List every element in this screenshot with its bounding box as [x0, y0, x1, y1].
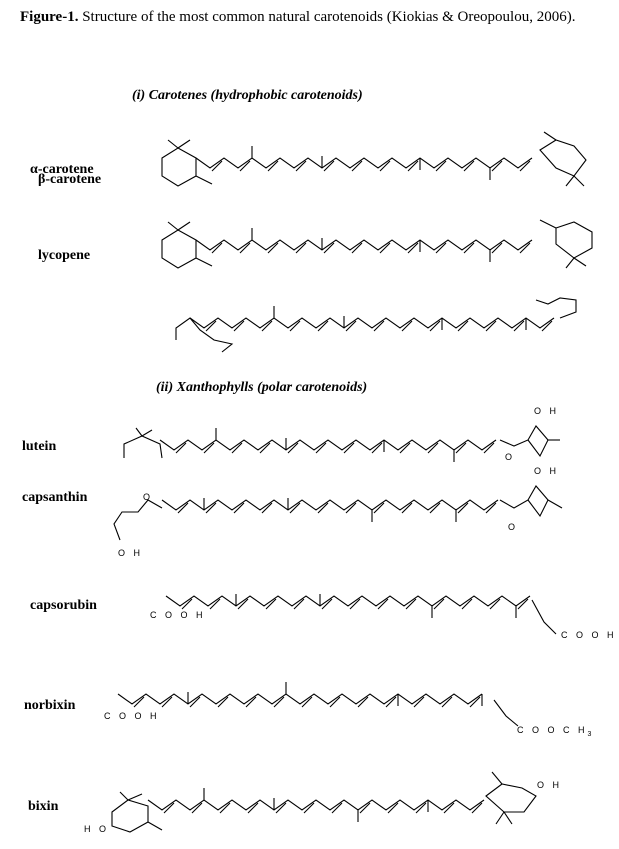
norbixin-label: norbixin [24, 698, 76, 713]
capsorubin-cooh-left-label: C O O H [150, 610, 206, 620]
capsanthin-o-left-label: O [143, 492, 154, 502]
alpha-carotene-label: α-carotene [30, 162, 94, 177]
lycopene-structure [176, 298, 576, 352]
carotenes-heading: (i) Carotenes (hydrophobic carotenoids) [132, 88, 363, 103]
capsanthin-o-right-label: O [508, 522, 519, 532]
capsanthin-label: capsanthin [22, 490, 88, 505]
norbixin-coooch3-label: C O O C $H_3$ [517, 725, 595, 738]
capsanthin-oh-label: O H [534, 466, 560, 476]
capsanthin-structure [114, 486, 562, 540]
bixin-structure [112, 772, 536, 832]
capsorubin-cooh-right-label: C O O H [561, 630, 617, 640]
norbixin-cooh-label: C O O H [104, 711, 160, 721]
capsorubin-structure [166, 594, 556, 634]
figure-label: Figure-1. [20, 9, 79, 25]
lycopene-label: lycopene [38, 248, 91, 263]
capsanthin-ho-label: O H [118, 548, 144, 558]
alpha-beta-carotene-structure [162, 132, 586, 186]
norbixin-structure [118, 682, 518, 726]
bixin-oh-label: O H [537, 780, 563, 790]
figure-caption-text: Structure of the most common natural carotenoids (Kiokias & Oreopoulou, 2006). [78, 9, 576, 25]
beta-carotene-label: β-carotene [38, 172, 102, 187]
xanthophylls-heading: (ii) Xanthophylls (polar carotenoids) [156, 380, 368, 395]
lutein-structure [124, 426, 560, 462]
lutein-oh-label: O H [534, 406, 560, 416]
bixin-ho-label: H O [84, 824, 110, 834]
bixin-label: bixin [28, 799, 59, 814]
lycopene-beta-structure [162, 220, 592, 268]
capsorubin-label: capsorubin [30, 598, 97, 613]
lutein-label: lutein [22, 439, 57, 454]
lutein-o-label: O [505, 452, 516, 462]
